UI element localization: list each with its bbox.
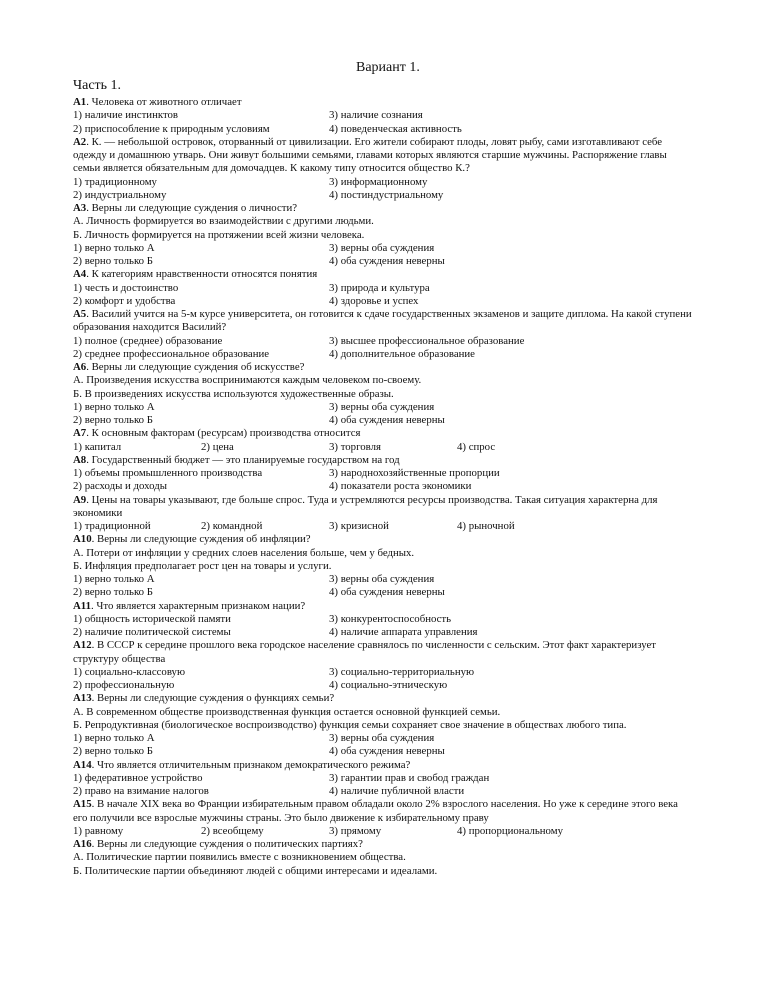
question-number: А14 bbox=[73, 758, 92, 771]
question-statement: Б. Репродуктивная (биологическое воспроизводство) функция семьи сохраняет свое значение в обществах любого типа. bbox=[73, 718, 627, 731]
question-statement: А. Произведения искусства воспринимаются каждым человеком по-своему. bbox=[73, 374, 422, 387]
option: 3) природа и культура bbox=[329, 281, 430, 294]
question-number: А15 bbox=[73, 798, 92, 811]
option: 1) честь и достоинство bbox=[73, 281, 179, 294]
option: 2) право на взимание налогов bbox=[73, 785, 209, 797]
question-text: . Василий учится на 5-м курсе университета, он готовится к сдаче государственных экзаменов и защите диплома. На какой ступени образования находится Василий? bbox=[73, 308, 692, 334]
question-stem bbox=[73, 639, 693, 666]
question-stem bbox=[73, 268, 693, 281]
option: 2) командной bbox=[201, 520, 263, 532]
option: 3) верны оба суждения bbox=[329, 400, 435, 413]
option: 3) прямому bbox=[329, 824, 382, 837]
options-row bbox=[73, 295, 693, 308]
question-number: А8 bbox=[73, 453, 87, 466]
question-number: А11 bbox=[73, 599, 91, 612]
question-text: . Что является характерным признаком нации? bbox=[91, 599, 306, 612]
question-stem bbox=[73, 308, 693, 335]
question-text: . Цены на товары указывают, где больше спрос. Туда и устремляются ресурсы производства. Такая ситуация характерна для экономики bbox=[73, 493, 658, 519]
question-stem bbox=[73, 838, 693, 851]
option: 4) оба суждения неверны bbox=[329, 745, 445, 758]
question-statement: А. В современном обществе производственная функция остается основной функцией семьи. bbox=[73, 705, 501, 718]
question-stem bbox=[73, 136, 693, 176]
question-text: . Верны ли следующие суждения о личности? bbox=[86, 202, 298, 214]
options-row bbox=[73, 573, 693, 586]
option: 3) верны оба суждения bbox=[329, 732, 435, 744]
option: 1) наличие инстинктов bbox=[73, 109, 179, 122]
options-row bbox=[73, 441, 693, 454]
option: 4) социально-этническую bbox=[329, 679, 448, 691]
option: 3) высшее профессиональное образование bbox=[329, 334, 525, 347]
option: 4) здоровье и успех bbox=[329, 294, 419, 307]
option: 1) верно только А bbox=[73, 732, 155, 744]
option: 2) среднее профессиональное образование bbox=[73, 347, 270, 360]
options-row bbox=[73, 109, 693, 122]
option: 2) верно только Б bbox=[73, 414, 153, 426]
question-stem bbox=[73, 96, 693, 109]
question-number: А2 bbox=[73, 135, 87, 148]
option: 3) народнохозяйственные пропорции bbox=[329, 467, 500, 479]
option: 1) капитал bbox=[73, 440, 122, 453]
option: 4) оба суждения неверны bbox=[329, 586, 445, 599]
option: 3) верны оба суждения bbox=[329, 573, 435, 585]
question-text: . Верны ли следующие суждения об искусстве? bbox=[86, 361, 305, 373]
question-stem bbox=[73, 454, 693, 467]
question-number: А9 bbox=[73, 493, 87, 506]
options-row bbox=[73, 520, 693, 533]
question-stem bbox=[73, 202, 693, 215]
option: 4) спрос bbox=[457, 440, 496, 453]
option: 3) гарантии прав и свобод граждан bbox=[329, 771, 490, 784]
question-text: . Что является отличительным признаком демократического режима? bbox=[91, 758, 411, 771]
question-number: А16 bbox=[73, 838, 92, 850]
question-stem bbox=[73, 692, 693, 705]
option: 3) верны оба суждения bbox=[329, 241, 435, 254]
question-statement: Б. В произведениях искусства используются художественные образы. bbox=[73, 387, 394, 400]
option: 2) верно только Б bbox=[73, 745, 153, 758]
question-text: . Человека от животного отличает bbox=[86, 96, 242, 108]
option: 4) поведенческая активность bbox=[329, 122, 462, 135]
options-row bbox=[73, 679, 693, 692]
question-number: А13 bbox=[73, 692, 92, 705]
options-row bbox=[73, 123, 693, 136]
option: 2) верно только Б bbox=[73, 255, 153, 267]
option: 1) социально-классовую bbox=[73, 665, 186, 678]
option: 1) традиционной bbox=[73, 520, 151, 532]
question-number: А1 bbox=[73, 96, 87, 108]
question-text: . Государственный бюджет — это планируемые государством на год bbox=[86, 453, 400, 466]
options-row bbox=[73, 613, 693, 626]
options-row bbox=[73, 772, 693, 785]
part-heading: Часть 1. bbox=[73, 78, 122, 93]
question-stem bbox=[73, 361, 693, 374]
question-number: А4 bbox=[73, 268, 87, 281]
option: 3) кризисной bbox=[329, 520, 389, 532]
options-row bbox=[73, 745, 693, 758]
option: 1) общность исторической памяти bbox=[73, 612, 231, 625]
options-row bbox=[73, 176, 693, 189]
option: 4) наличие аппарата управления bbox=[329, 626, 478, 638]
question-number: А7 bbox=[73, 427, 87, 440]
question-text: . Верны ли следующие суждения об инфляции? bbox=[91, 533, 311, 546]
option: 4) показатели роста экономики bbox=[329, 480, 472, 493]
options-row bbox=[73, 255, 693, 268]
question-statement: Б. Инфляция предполагает рост цен на товары и услуги. bbox=[73, 559, 332, 572]
option: 1) верно только А bbox=[73, 241, 155, 254]
option: 2) цена bbox=[201, 440, 234, 453]
question-statement: Б. Личность формируется на протяжении всей жизни человека. bbox=[73, 228, 365, 241]
options-row bbox=[73, 626, 693, 639]
option: 3) социально-территориальную bbox=[329, 665, 475, 678]
options-row bbox=[73, 732, 693, 745]
question-number: А6 bbox=[73, 361, 87, 373]
options-row bbox=[73, 586, 693, 599]
option: 3) конкурентоспособность bbox=[329, 612, 452, 625]
option: 2) профессиональную bbox=[73, 679, 175, 691]
option: 4) наличие публичной власти bbox=[329, 785, 465, 797]
option: 1) объемы промышленного производства bbox=[73, 467, 263, 479]
options-row bbox=[73, 282, 693, 295]
question-statement: А. Личность формируется во взаимодействии с другими людьми. bbox=[73, 215, 374, 228]
document-title: Вариант 1. bbox=[356, 60, 420, 75]
option: 1) равному bbox=[73, 824, 124, 837]
option: 2) индустриальному bbox=[73, 188, 167, 201]
question-number: А12 bbox=[73, 639, 92, 652]
option: 2) комфорт и удобства bbox=[73, 294, 176, 307]
question-number: А10 bbox=[73, 533, 92, 546]
option: 2) наличие политической системы bbox=[73, 626, 231, 638]
option: 3) информационному bbox=[329, 175, 428, 188]
option: 4) дополнительное образование bbox=[329, 347, 475, 360]
question-text: . В начале XIX века во Франции избирательным правом обладали около 2% взрослого населения. Но уже к середине этого века его получили все взрослые мужчины страны. Это было движение к избирательному праву bbox=[73, 798, 678, 824]
options-row bbox=[73, 348, 693, 361]
option: 1) традиционному bbox=[73, 175, 157, 188]
option: 4) оба суждения неверны bbox=[329, 255, 445, 267]
question-statement: Б. Политические партии объединяют людей с общими интересами и идеалами. bbox=[73, 864, 438, 877]
question-stem bbox=[73, 600, 693, 613]
options-row bbox=[73, 335, 693, 348]
question-number: А5 bbox=[73, 308, 87, 320]
options-row bbox=[73, 825, 693, 838]
option: 1) федеративное устройство bbox=[73, 771, 203, 784]
option: 1) верно только А bbox=[73, 400, 155, 413]
options-row bbox=[73, 401, 693, 414]
question-text: . К. — небольшой островок, оторванный от цивилизации. Его жители собирают плоды, ловят рыбу, сами изготавливают себе одежду и домашнюю утварь. Они живут большими семьями, главами которых являются старшие мужчины. Распоряжение главы семьи является обязательным для домочадцев. К какому типу относится общество К.? bbox=[73, 135, 667, 175]
option: 3) наличие сознания bbox=[329, 109, 423, 122]
options-row bbox=[73, 480, 693, 493]
option: 2) верно только Б bbox=[73, 586, 153, 599]
options-row bbox=[73, 414, 693, 427]
options-row bbox=[73, 467, 693, 480]
question-number: А3 bbox=[73, 202, 87, 214]
options-row bbox=[73, 242, 693, 255]
options-row bbox=[73, 189, 693, 202]
question-statement: А. Политические партии появились вместе с возникновением общества. bbox=[73, 851, 406, 864]
option: 4) рыночной bbox=[457, 520, 515, 532]
option: 4) оба суждения неверны bbox=[329, 414, 445, 426]
option: 4) постиндустриальному bbox=[329, 188, 444, 201]
question-stem bbox=[73, 759, 693, 772]
question-stem bbox=[73, 798, 693, 825]
option: 2) всеобщему bbox=[201, 824, 264, 837]
question-text: . К основным факторам (ресурсам) производства относится bbox=[86, 427, 361, 440]
option: 4) пропорциональному bbox=[457, 824, 563, 837]
question-stem bbox=[73, 533, 693, 546]
option: 2) расходы и доходы bbox=[73, 480, 167, 493]
question-text: . Верны ли следующие суждения о функциях семьи? bbox=[91, 692, 335, 705]
question-stem bbox=[73, 494, 693, 521]
option: 1) верно только А bbox=[73, 573, 155, 585]
questions-list bbox=[73, 96, 693, 878]
question-text: . В СССР к середине прошлого века городское население сравнялось по численности с сельским. Этот факт характеризует структуру общества bbox=[73, 639, 657, 665]
options-row bbox=[73, 666, 693, 679]
question-text: . Верны ли следующие суждения о политических партиях? bbox=[91, 838, 363, 850]
question-stem bbox=[73, 427, 693, 440]
option: 2) приспособление к природным условиям bbox=[73, 122, 270, 135]
question-statement: А. Потери от инфляции у средних слоев населения больше, чем у бедных. bbox=[73, 546, 415, 559]
question-text: . К категориям нравственности относятся понятия bbox=[86, 268, 318, 281]
option: 1) полное (среднее) образование bbox=[73, 334, 223, 347]
option: 3) торговля bbox=[329, 440, 381, 453]
options-row bbox=[73, 785, 693, 798]
